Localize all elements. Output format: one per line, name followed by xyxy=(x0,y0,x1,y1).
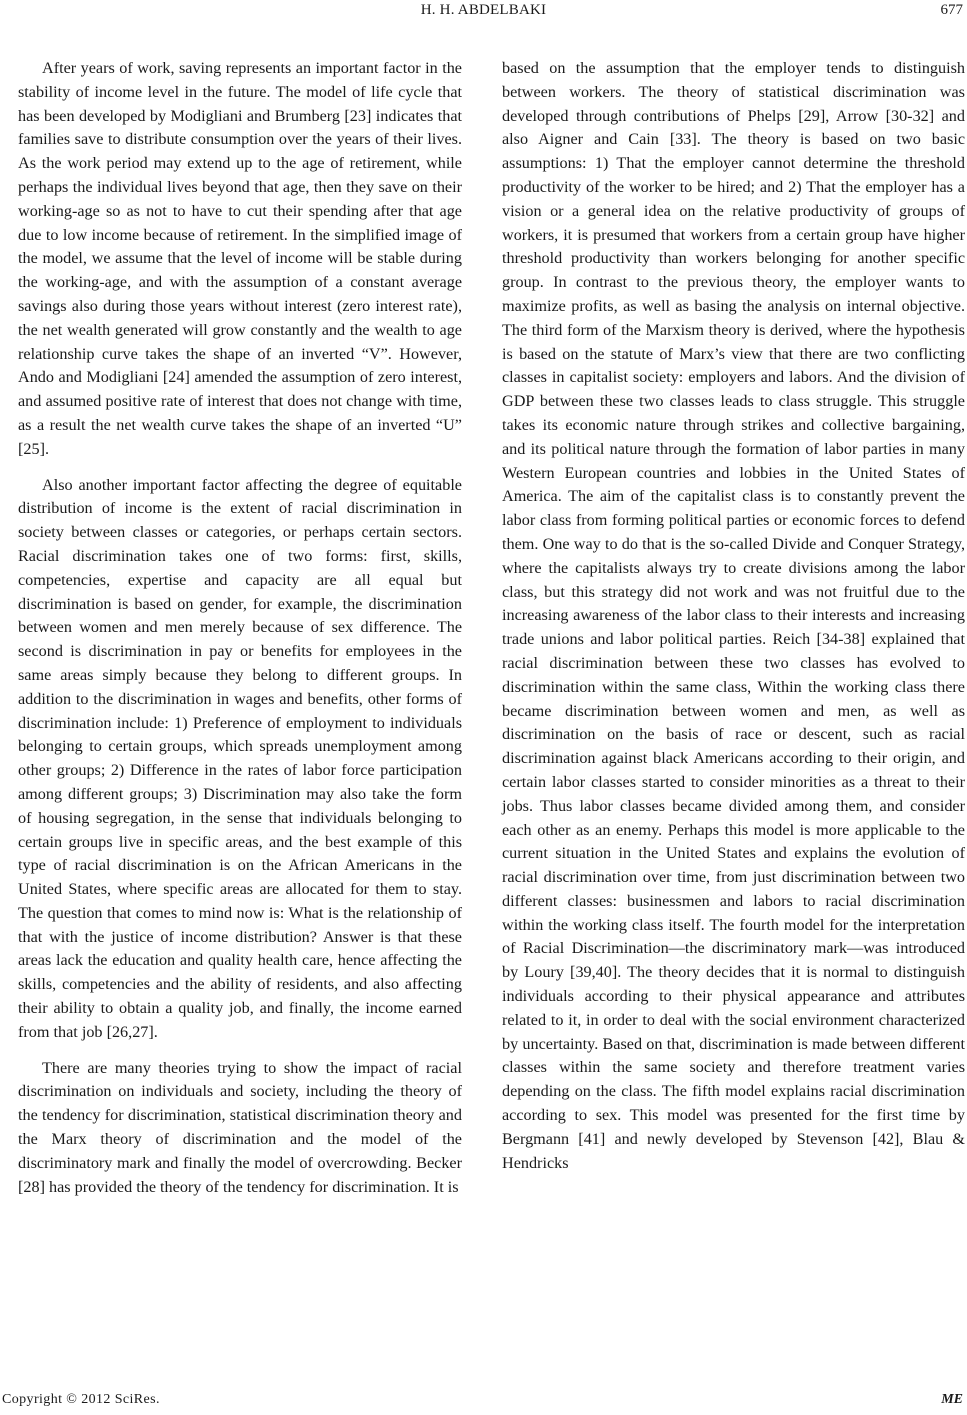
paragraph: based on the assumption that the employer tends to distinguish between workers. The theory of statistical discrimination was developed through contributions of Phelps [29], Arrow [30-32] and also Aigner and Cain [33]. The theory is based on two basic assumptions: 1) That the employer cannot determine the threshold productivity of the worker to be hired; and 2) That the employer has a vision or a general idea on the relative productivity of groups of workers, it is presumed that workers from a certain group have higher threshold productivity than workers belonging for another specific group. In contrast to the previous theory, the employer wants to maximize profits, as well as basing the analysis on internal objective. The third form of the Marxism theory is derived, where the hypothesis is based on the statute of Marx’s view that there are two conflicting classes in capitalist society: employers and labors. And the division of GDP between these two classes leads to class struggle. This struggle takes its economic nature through strikes and collective bargaining, and its political nature through the formation of labor parties in many Western European countries and lobbies in the United States of America. The aim of the capitalist class is to constantly prevent the labor class from forming political parties or economic forces to defend them. One way to do that is the so-called Divide and Conquer Strategy, where the capitalists always try to create divisions among the labor class, but this strategy did not work and was not fruitful due to the increasing awareness of the labor class to their interests and increasing trade unions and labor political parties. Reich [34-38] explained that racial discrimination between these two classes has evolved to discrimination within the same class, Within the working class there became discrimination between women and men, as well as discrimination on the basis of race or descent, such as racial discrimination against black Americans according to their origin, and certain labor classes started to consider minorities as a threat to their jobs. Thus labor classes became divided among them, and consider each other as an enemy. Perhaps this model is more applicable to the current situation in the United States and explains the evolution of racial discrimination over time, from just discrimination between two different classes: businessmen and labors to racial discrimination within the working class itself. The fourth model for the interpretation of Racial Discrimination—the discriminatory mark—was introduced by Loury [39,40]. The theory decides that it is normal to distinguish individuals according to their physical appearance and attributes related to it, in order to deal with the social environment characterized by uncertainty. Based on that, discrimination is made between different classes within the same society and therefore treatment varies depending on the class. The fifth model explains racial discrimination according to sex. This model was presented for the first time by Bergmann [41] and newly developed by Stevenson [42], Blau & Hendricks xyxy=(502,59,965,1172)
right-column xyxy=(502,57,965,1175)
running-head: H. H. ABDELBAKI xyxy=(420,2,547,18)
paragraph: After years of work, saving represents an important factor in the stability of income level in the future. The model of life cycle that has been developed by Modigliani and Brumberg [23] indicates that families save to distribute consumption over the years of their lives. As the work period may extend up to the age of retirement, while perhaps the individual lives beyond that age, then they save on their working-age so as not to have to cut their spending after that age due to low income because of retirement. In the simplified image of the model, we assume that the level of income will be stable during the working-age, and with the assumption of a constant average savings also during those years without interest (zero interest rate), the net wealth generated will grow constantly and the wealth to age relationship curve takes the shape of an inverted “V”. However, Ando and Modigliani [24] amended the assumption of zero interest, and assumed positive rate of interest that does not change with time, as a result the net wealth curve takes the shape of an inverted “U” [25]. xyxy=(18,59,462,458)
copyright-notice: Copyright © 2012 SciRes. xyxy=(2,1392,160,1407)
paragraph: Also another important factor affecting the degree of equitable distribution of income is the extent of racial discrimination in society between classes or categories, or perhaps certain sectors. Racial discrimination takes one of two forms: first, skills, competencies, expertise and capacity are all equal but discrimination is based on gender, for example, the discrimination between women and men merely because of sex difference. The second is discrimination in pay or benefits for employees in the same areas simply because they belong to different groups. In addition to the discrimination in wages and benefits, other forms of discrimination include: 1) Preference of employment to individuals belonging to certain groups, which spreads unemployment among other groups; 2) Difference in the rates of labor force participation among different groups; 3) Discrimination may also take the form of housing segregation, in the sense that individuals belonging to certain groups live in specific areas, and the best example of this type of racial discrimination is on the African Americans in the United States, where specific areas are allocated for them to stay. The question that comes to mind now is: What is the relationship of that with the justice of income distribution? Answer is that these areas lack the education and quality health care, hence affecting the skills, competencies and the ability of residents, and also affecting their ability to obtain a quality job, and finally, the income earned from that job [26,27]. xyxy=(18,475,462,1041)
journal-abbreviation: ME xyxy=(941,1392,963,1407)
page-header xyxy=(0,0,967,24)
page-footer xyxy=(0,1392,967,1412)
page-number: 677 xyxy=(940,2,963,18)
paragraph: There are many theories trying to show the impact of racial discrimination on individuals and society, including the theory of the tendency for discrimination, statistical discrimination theory and the Marx theory of discrimination and the model of the discriminatory mark and finally the model of overcrowding. Becker [28] has provided the theory of the tendency for discrimination. It is xyxy=(18,1058,462,1196)
left-column xyxy=(18,57,462,1199)
